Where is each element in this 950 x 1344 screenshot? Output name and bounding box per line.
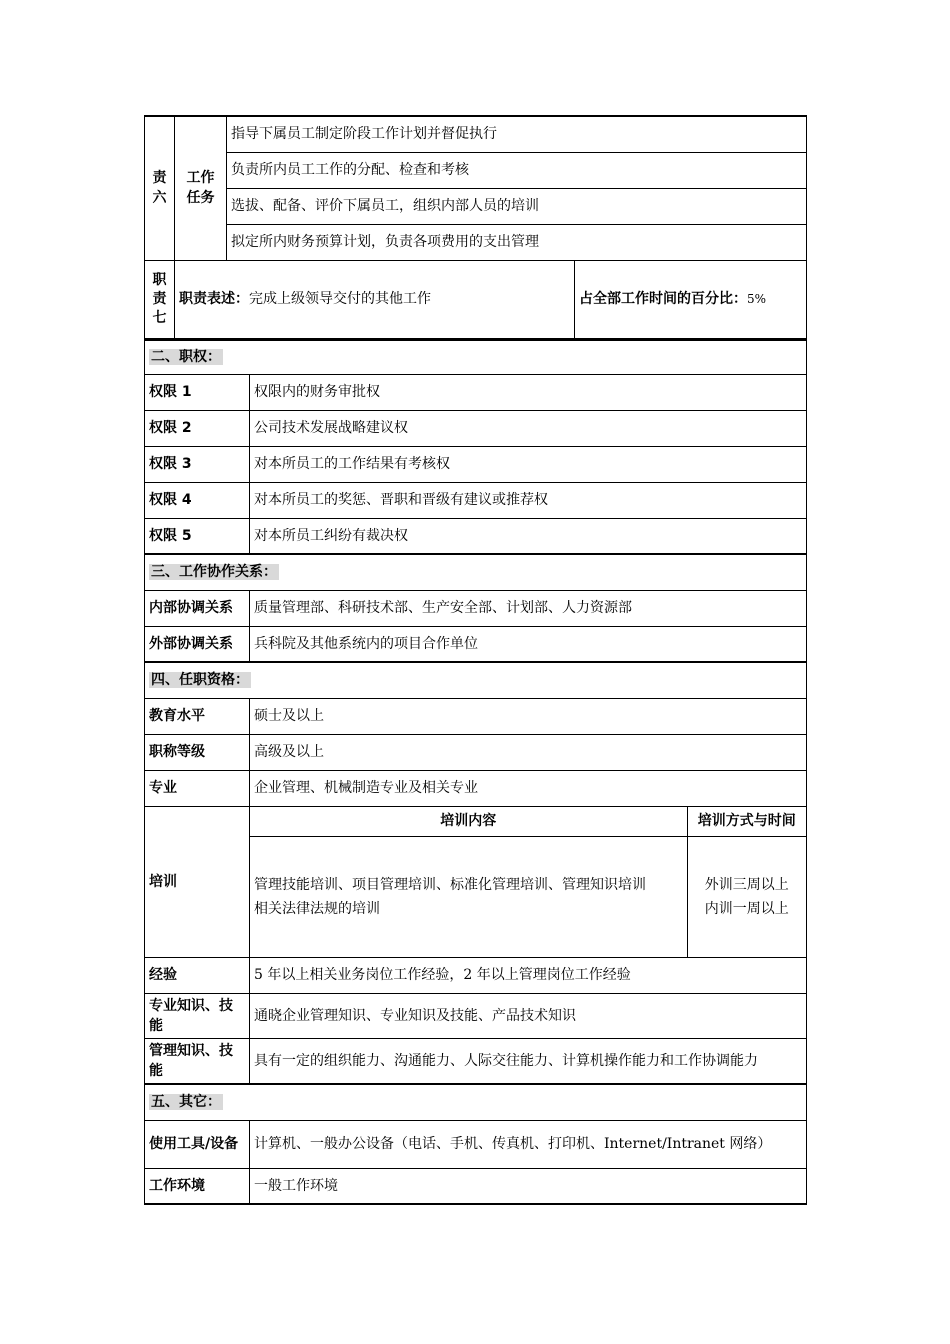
mgmt-value: 具有一定的组织能力、沟通能力、人际交往能力、计算机操作能力和工作协调能力 <box>250 1038 807 1084</box>
relation-value: 兵科院及其他系统内的项目合作单位 <box>250 626 807 662</box>
section2-table <box>144 339 807 1205</box>
authority-label: 权限 4 <box>145 482 250 518</box>
training-content <box>250 837 687 957</box>
authority-label: 权限 3 <box>145 446 250 482</box>
duty6-label: 责 六 <box>145 116 175 260</box>
authority-value: 对本所员工纠纷有裁决权 <box>250 518 807 554</box>
duty7-table <box>144 261 807 340</box>
training-content-header: 培训内容 <box>250 807 687 837</box>
section3-header <box>145 554 807 590</box>
section4-header <box>145 662 807 698</box>
duty6-task: 拟定所内财务预算计划，负责各项费用的支出管理 <box>227 224 807 260</box>
training-method-header: 培训方式与时间 <box>687 807 806 837</box>
training-inner-table <box>250 807 806 957</box>
relation-label: 外部协调关系 <box>145 626 250 662</box>
major-label: 专业 <box>145 770 250 806</box>
duty7-label: 职 责 七 <box>145 261 175 339</box>
knowledge-label: 专业知识、技能 <box>145 993 250 1038</box>
env-value: 一般工作环境 <box>250 1168 807 1204</box>
duty7-pct-value: 5% <box>747 292 767 307</box>
duty6-table <box>144 115 807 261</box>
job-description-document <box>144 115 807 1205</box>
env-label: 工作环境 <box>145 1168 250 1204</box>
authority-label: 权限 5 <box>145 518 250 554</box>
training-content-line: 管理技能培训、项目管理培训、标准化管理培训、管理知识培训 <box>254 876 646 893</box>
education-value: 硕士及以上 <box>250 698 807 734</box>
tools-value: 计算机、一般办公设备（电话、手机、传真机、打印机、Internet/Intranet 网络） <box>250 1120 807 1168</box>
duty7-percentage <box>575 261 807 339</box>
title-level-label: 职称等级 <box>145 734 250 770</box>
title-level-value: 高级及以上 <box>250 734 807 770</box>
relation-value: 质量管理部、科研技术部、生产安全部、计划部、人力资源部 <box>250 590 807 626</box>
duty7-pct-label: 占全部工作时间的百分比： <box>579 291 747 308</box>
major-value: 企业管理、机械制造专业及相关专业 <box>250 770 807 806</box>
duty6-task: 指导下属员工制定阶段工作计划并督促执行 <box>227 116 807 152</box>
section2-title: 二、职权： <box>151 349 221 366</box>
duty7-description <box>175 261 575 339</box>
authority-label: 权限 1 <box>145 374 250 410</box>
training-method-line: 内训一周以上 <box>704 900 789 917</box>
experience-value: 5 年以上相关业务岗位工作经验，2 年以上管理岗位工作经验 <box>250 957 807 993</box>
mgmt-label: 管理知识、技能 <box>145 1038 250 1084</box>
section3-title: 三、工作协作关系： <box>151 564 277 581</box>
education-label: 教育水平 <box>145 698 250 734</box>
authority-value: 权限内的财务审批权 <box>250 374 807 410</box>
tools-label: 使用工具/设备 <box>145 1120 250 1168</box>
section5-title: 五、其它： <box>151 1094 221 1111</box>
experience-label: 经验 <box>145 957 250 993</box>
duty7-desc-text: 完成上级领导交付的其他工作 <box>249 291 431 308</box>
training-cell <box>250 806 807 957</box>
training-label: 培训 <box>145 806 250 957</box>
relation-label: 内部协调关系 <box>145 590 250 626</box>
knowledge-value: 通晓企业管理知识、专业知识及技能、产品技术知识 <box>250 993 807 1038</box>
duty6-sub-label: 工作 任务 <box>175 116 227 260</box>
duty6-task: 选拔、配备、评价下属员工，组织内部人员的培训 <box>227 188 807 224</box>
section2-header <box>145 340 807 374</box>
duty7-desc-label: 职责表述： <box>179 291 249 308</box>
section5-header <box>145 1084 807 1120</box>
authority-value: 对本所员工的工作结果有考核权 <box>250 446 807 482</box>
training-method-line: 外训三周以上 <box>704 876 789 893</box>
duty6-task: 负责所内员工工作的分配、检查和考核 <box>227 152 807 188</box>
section4-title: 四、任职资格： <box>151 672 249 689</box>
training-method <box>687 837 806 957</box>
authority-value: 对本所员工的奖惩、晋职和晋级有建议或推荐权 <box>250 482 807 518</box>
training-content-line: 相关法律法规的培训 <box>254 900 380 917</box>
authority-label: 权限 2 <box>145 410 250 446</box>
authority-value: 公司技术发展战略建议权 <box>250 410 807 446</box>
